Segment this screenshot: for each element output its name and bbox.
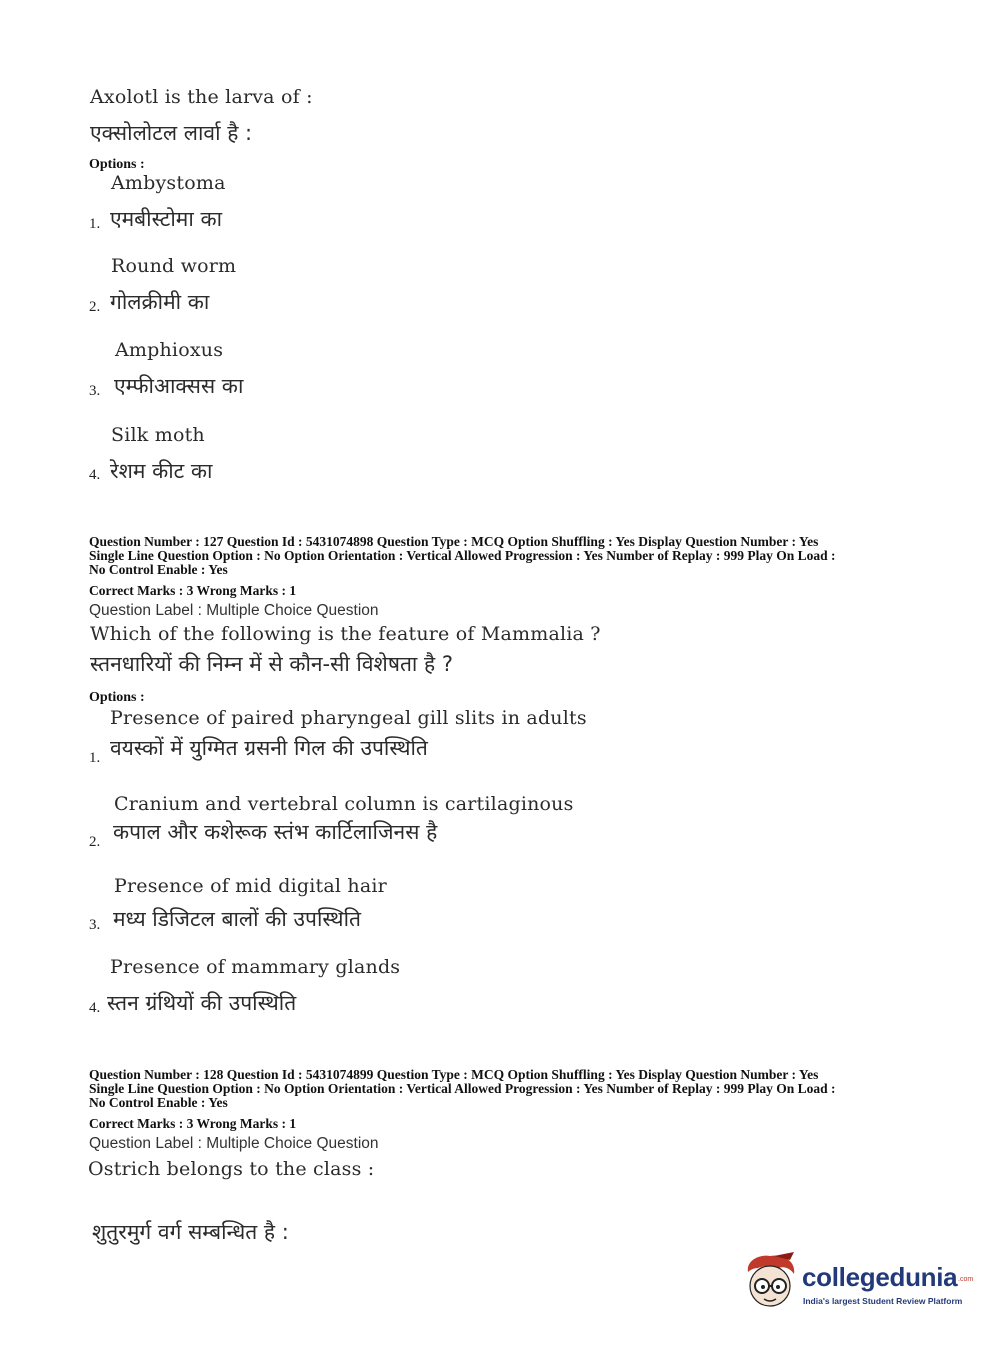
option-3-text-hi: मध्य डिजिटल बालों की उपस्थिति <box>113 907 361 931</box>
question-text-en: Which of the following is the feature of Mammalia ? <box>90 623 601 645</box>
question-marks: Correct Marks : 3 Wrong Marks : 1 <box>89 583 297 598</box>
question-meta-line2: Single Line Question Option : No Option Orientation : Vertical Allowed Progression : Yes Number of Replay : 999 Play On Load : <box>89 1081 836 1096</box>
question-text-hi: एक्सोलोटल लार्वा है : <box>90 121 253 145</box>
option-3-text-en: Amphioxus <box>115 339 224 361</box>
question-meta-line1: Question Number : 128 Question Id : 5431074899 Question Type : MCQ Option Shuffling : Yes Display Question Number : Yes <box>89 1067 819 1082</box>
option-3-text-en: Presence of mid digital hair <box>114 875 387 897</box>
collegedunia-logo <box>740 1250 974 1314</box>
mascot-icon <box>740 1250 802 1312</box>
question-meta-line3: No Control Enable : Yes <box>89 1095 228 1110</box>
question-meta-line1: Question Number : 127 Question Id : 5431074898 Question Type : MCQ Option Shuffling : Yes Display Question Number : Yes <box>89 534 819 549</box>
logo-wordmark: collegedunia <box>802 1262 958 1292</box>
question-marks: Correct Marks : 3 Wrong Marks : 1 <box>89 1116 297 1131</box>
option-2-text-hi: कपाल और कशेरूक स्तंभ कार्टिलाजिनस है <box>113 820 438 844</box>
option-2-text-en: Cranium and vertebral column is cartilaginous <box>114 793 574 815</box>
question-text-hi: शुतुरमुर्ग वर्ग सम्बन्धित है : <box>92 1220 289 1244</box>
option-1-text-hi: एमबीस्टोमा का <box>110 207 223 231</box>
option-1-text-en: Ambystoma <box>111 172 226 194</box>
question-label: Question Label : Multiple Choice Question <box>89 1135 379 1152</box>
option-4-text-en: Presence of mammary glands <box>110 956 401 978</box>
option-2-number: 2. <box>89 299 101 315</box>
logo-suffix: .com <box>958 1276 974 1283</box>
option-1-text-en: Presence of paired pharyngeal gill slits in adults <box>110 707 587 729</box>
option-3-number: 3. <box>89 383 101 399</box>
options-label: Options : <box>89 157 145 172</box>
logo-tagline: India's largest Student Review Platform <box>803 1296 963 1306</box>
option-2-text-en: Round worm <box>111 255 237 277</box>
question-label: Question Label : Multiple Choice Question <box>89 602 379 619</box>
option-3-number: 3. <box>89 917 101 933</box>
option-3-text-hi: एम्फीआक्सस का <box>114 374 244 398</box>
question-meta-line3: No Control Enable : Yes <box>89 562 228 577</box>
option-4-number: 4. <box>89 1000 101 1016</box>
option-2-text-hi: गोलक्रीमी का <box>110 290 210 314</box>
question-text-hi: स्तनधारियों की निम्न में से कौन-सी विशेषता है ? <box>90 652 454 676</box>
option-1-text-hi: वयस्कों में युग्मित ग्रसनी गिल की उपस्थिति <box>110 736 428 760</box>
option-4-number: 4. <box>89 467 101 483</box>
option-4-text-hi: स्तन ग्रंथियों की उपस्थिति <box>107 991 297 1015</box>
question-meta-line2: Single Line Question Option : No Option Orientation : Vertical Allowed Progression : Yes Number of Replay : 999 Play On Load : <box>89 548 836 563</box>
option-2-number: 2. <box>89 834 101 850</box>
option-1-number: 1. <box>89 750 101 766</box>
question-text-en: Axolotl is the larva of : <box>90 86 313 108</box>
option-4-text-en: Silk moth <box>111 424 205 446</box>
option-4-text-hi: रेशम कीट का <box>110 459 213 483</box>
question-text-en: Ostrich belongs to the class : <box>88 1158 375 1180</box>
option-1-number: 1. <box>89 216 101 232</box>
options-label: Options : <box>89 690 145 705</box>
